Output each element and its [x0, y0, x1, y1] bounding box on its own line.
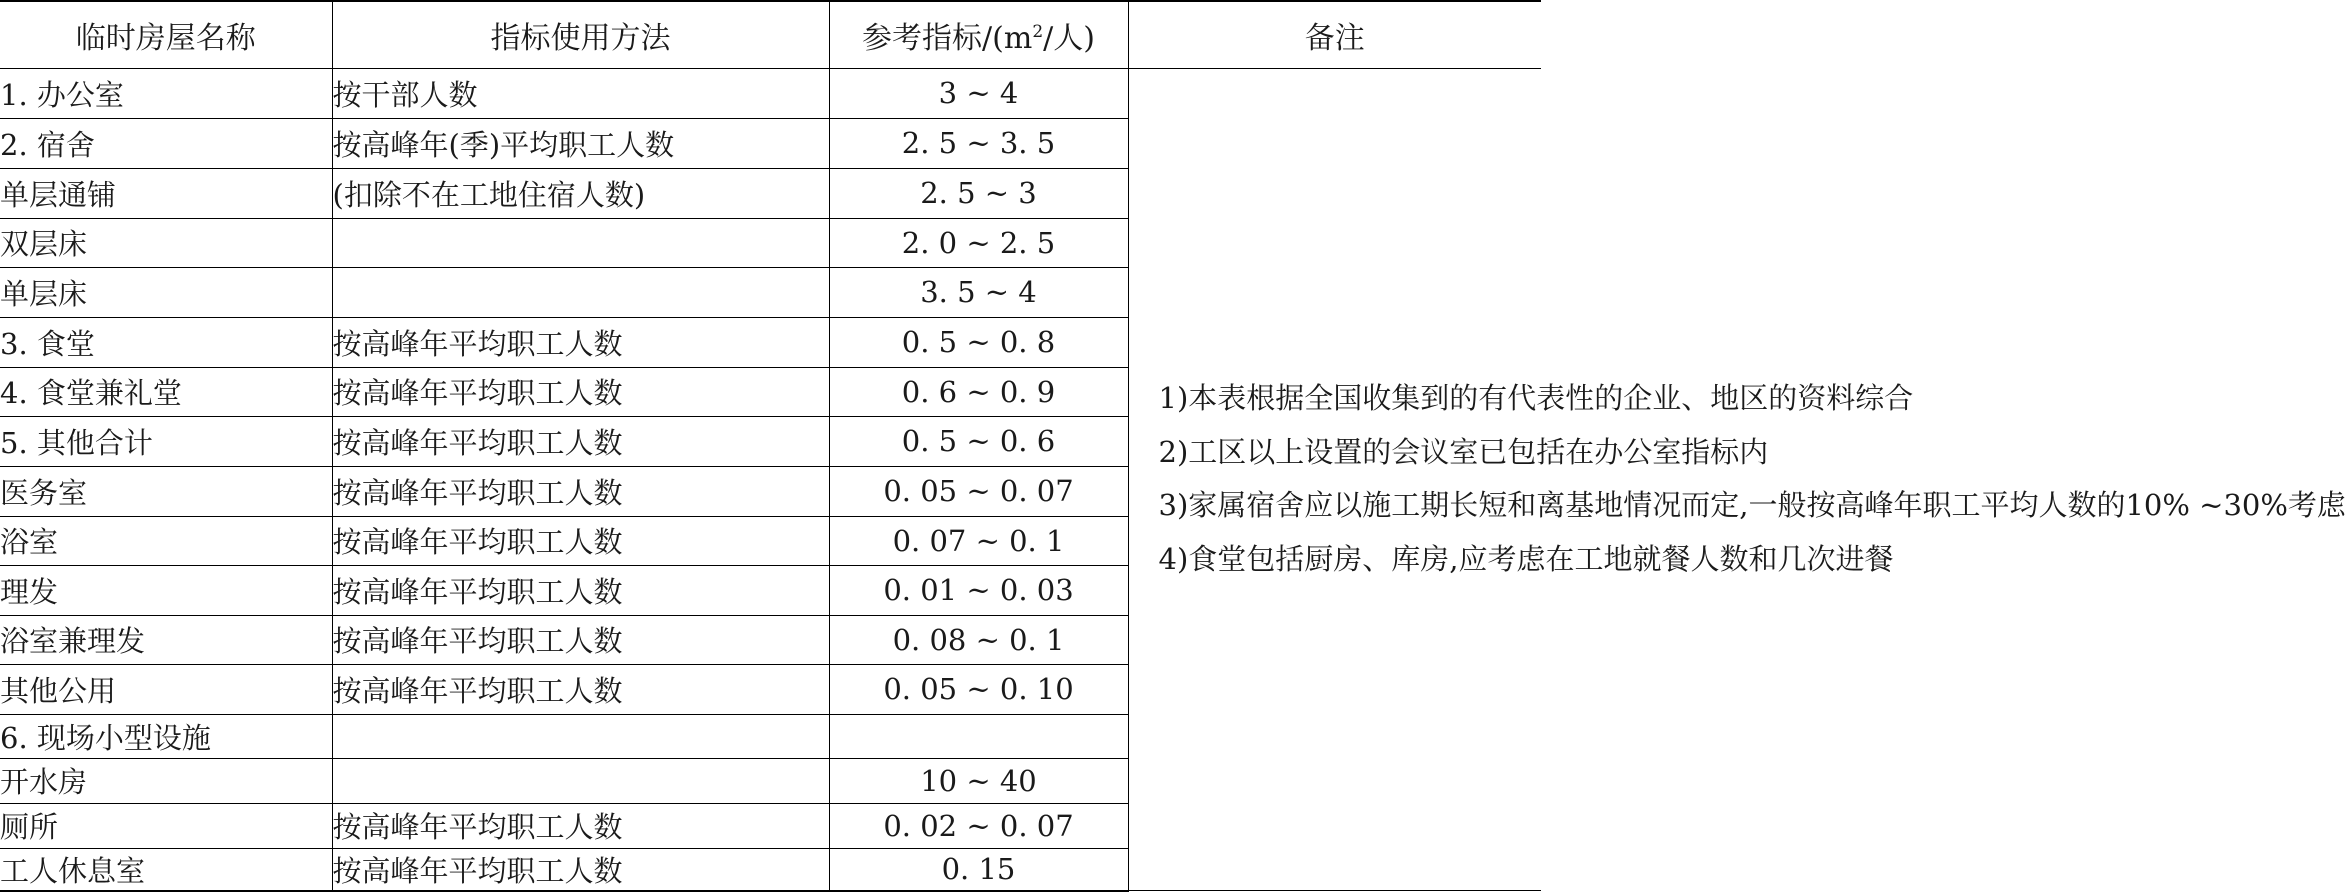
row-name: 医务室	[0, 466, 332, 516]
row-reference: 0. 6 ~ 0. 9	[829, 367, 1128, 416]
row-reference: 0. 15	[829, 848, 1128, 891]
notes-cell	[1128, 68, 2346, 891]
row-reference: 0. 05 ~ 0. 10	[829, 664, 1128, 714]
row-method: 按高峰年平均职工人数	[332, 466, 829, 516]
note-3: 3)家属宿舍应以施工期长短和离基地情况而定,一般按高峰年职工平均人数的10% ~30%考虑	[1158, 488, 2346, 523]
row-reference: 2. 0 ~ 2. 5	[829, 218, 1128, 267]
row-reference: 0. 02 ~ 0. 07	[829, 803, 1128, 848]
note-1: 1)本表根据全国收集到的有代表性的企业、地区的资料综合	[1158, 381, 1914, 416]
row-name: 单层通铺	[0, 168, 332, 218]
row-method: 按干部人数	[332, 68, 829, 118]
row-name: 5. 其他合计	[0, 416, 332, 466]
header-notes: 备注	[1128, 1, 1541, 68]
row-name: 理发	[0, 565, 332, 615]
row-method	[332, 758, 829, 803]
note-4: 4)食堂包括厨房、库房,应考虑在工地就餐人数和几次进餐	[1158, 541, 1894, 576]
row-method: 按高峰年平均职工人数	[332, 615, 829, 664]
row-reference: 0. 01 ~ 0. 03	[829, 565, 1128, 615]
row-name: 6. 现场小型设施	[0, 714, 332, 758]
header-reference-prefix: 参考指标/(m	[862, 20, 1033, 56]
row-name: 开水房	[0, 758, 332, 803]
row-name: 浴室兼理发	[0, 615, 332, 664]
header-reference-suffix: /人)	[1043, 20, 1095, 56]
row-name: 4. 食堂兼礼堂	[0, 367, 332, 416]
row-reference: 0. 5 ~ 0. 8	[829, 317, 1128, 367]
row-name: 2. 宿舍	[0, 118, 332, 168]
header-method: 指标使用方法	[332, 1, 829, 68]
row-reference: 0. 05 ~ 0. 07	[829, 466, 1128, 516]
row-name: 双层床	[0, 218, 332, 267]
row-reference: 10 ~ 40	[829, 758, 1128, 803]
row-reference	[829, 714, 1128, 758]
row-reference: 0. 08 ~ 0. 1	[829, 615, 1128, 664]
row-method: 按高峰年平均职工人数	[332, 565, 829, 615]
header-row	[0, 1, 1541, 68]
table-row	[0, 68, 1541, 118]
row-name: 厕所	[0, 803, 332, 848]
header-reference-superscript: 2	[1032, 21, 1044, 42]
row-reference: 2. 5 ~ 3. 5	[829, 118, 1128, 168]
row-method: 按高峰年平均职工人数	[332, 803, 829, 848]
row-name: 其他公用	[0, 664, 332, 714]
row-method	[332, 218, 829, 267]
row-method: 按高峰年平均职工人数	[332, 664, 829, 714]
row-name: 1. 办公室	[0, 68, 332, 118]
row-method: 按高峰年平均职工人数	[332, 416, 829, 466]
row-method: 按高峰年平均职工人数	[332, 367, 829, 416]
row-name: 3. 食堂	[0, 317, 332, 367]
row-reference: 3. 5 ~ 4	[829, 267, 1128, 317]
header-name: 临时房屋名称	[0, 1, 332, 68]
row-reference: 0. 5 ~ 0. 6	[829, 416, 1128, 466]
row-method	[332, 267, 829, 317]
row-reference: 2. 5 ~ 3	[829, 168, 1128, 218]
row-name: 浴室	[0, 516, 332, 565]
row-reference: 3 ~ 4	[829, 68, 1128, 118]
row-reference: 0. 07 ~ 0. 1	[829, 516, 1128, 565]
row-method: 按高峰年平均职工人数	[332, 317, 829, 367]
row-name: 单层床	[0, 267, 332, 317]
row-method: 按高峰年平均职工人数	[332, 516, 829, 565]
row-method: (扣除不在工地住宿人数)	[332, 168, 829, 218]
row-method: 按高峰年(季)平均职工人数	[332, 118, 829, 168]
header-reference	[829, 1, 1128, 68]
note-2: 2)工区以上设置的会议室已包括在办公室指标内	[1158, 434, 1769, 469]
row-method	[332, 714, 829, 758]
row-method: 按高峰年平均职工人数	[332, 848, 829, 891]
row-name: 工人休息室	[0, 848, 332, 891]
